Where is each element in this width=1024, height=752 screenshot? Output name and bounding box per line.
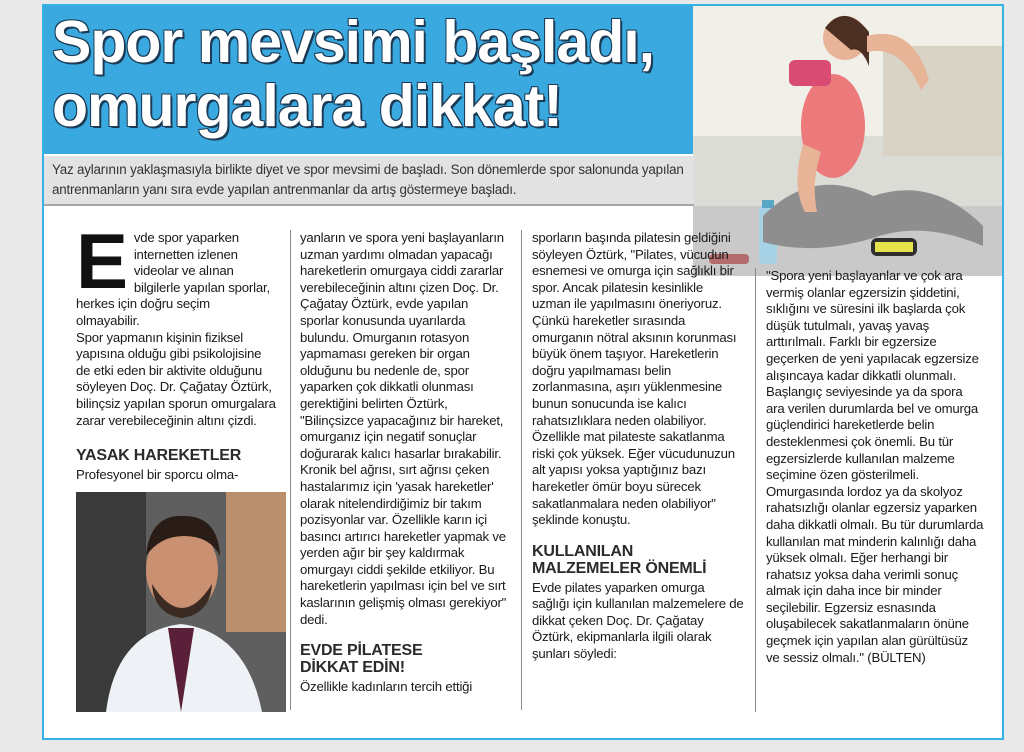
column-3	[532, 230, 744, 663]
lead-paragraph	[76, 217, 276, 330]
headline: Spor mevsimi başladı, omurgalara dikkat!	[52, 9, 655, 139]
subhead-evde-pilatese: EVDE PİLATESE DİKKAT EDİN!	[300, 642, 423, 677]
column-1	[76, 217, 276, 484]
column-divider	[755, 268, 756, 712]
column-1-body: Spor yapmanın kişinin fiziksel yapısına olduğu gibi psikolojisine de etki eden bir aktivite olduğunu söyleyen Doç. Dr. Çağatay Öztürk, bilinçsiz yapılan sporun omurgalara zarar verebileceğinin altını çizdi.	[76, 329, 276, 428]
doctor-portrait-photo	[76, 492, 286, 712]
column-4	[766, 268, 984, 666]
column-2-continuation: Özellikle kadınların tercih ettiği	[300, 679, 473, 695]
lead-text: vde spor yaparken internetten izlenen videolar ve alınan bilgilerle yapılan sporlar, herkes için doğru seçim olmayabilir.	[76, 230, 270, 328]
subhead-kullanilan-malzemeler: KULLANILAN MALZEMELER ÖNEMLİ	[532, 542, 707, 577]
column-2	[300, 230, 510, 696]
deck-text: Yaz aylarının yaklaşmasıyla birlikte diyet ve spor mevsimi de başladı. Son dönemlerde spor salonunda yapılan antrenmanların yanı sıra evde yapılan antrenmanlar da artış göstermeye başladı.	[52, 162, 684, 197]
column-1-continuation: Profesyonel bir sporcu olma-	[76, 467, 239, 483]
column-divider	[290, 230, 291, 710]
column-3-continuation: Evde pilates yaparken omurga sağlığı için kullanılan malzemelere de dikkat çeken Doç. Dr. Çağatay Öztürk, ekipmanlarla ilgili olarak şunları söyledi:	[532, 579, 744, 662]
subhead-yasak-hareketler: YASAK HAREKETLER	[76, 447, 242, 465]
column-2-body: yanların ve spora yeni başlayanların uzman yardımı olmadan yapacağı hareketlerin omurgaya ciddi zararlar verebileceğinin altını çizen Doç. Dr. Çağatay Öztürk, evde yapılan sporlar konusunda uyarılarda bulundu. Omurganın rotasyon yapmaması gereken bir organ olduğunu bu nedenle de, spor yaparken çok dikkatli olunması gerektiğini belirten Öztürk, "Bilinçsizce yapacağınız bir hareket, omurganız için negatif sonuçlar doğurarak kalıcı hasarlar bırakabilir. Kronik bel ağrısı, sırt ağrısı çeken hastalarımız için 'yasak hareketler' olarak nitelendirdiğimiz bir takım pozisyonlar var. Özellikle karın içi basıncı artırıcı hareketler yapmak ve yerden ağır bir şey kaldırmak omurgayı ciddi şekilde etkiliyor. Bu hareketlerin yapılması için bel ve sırt kaslarının gelişmiş olması gerekiyor" dedi.	[300, 230, 507, 627]
column-3-body: sporların başında pilatesin geldiğini söyleyen Öztürk, "Pilates, vücudun esnemesi ve omurga için sağlıklı bir spor. Ancak pilatesin kesinlikle uzman ile yapılmasını öneriyoruz. Çünkü hareketler sırasında omurganın nötral aksının korunması büyük önem taşıyor. Hareketlerin doğru yapılmaması belin zorlanmasına, aşırı yüklenmesine bunun sonucunda ise kalıcı rahatsızlıklara neden olabiliyor. Özellikle mat pilateste sakatlanma riski çok yüksek. Eğer vücudunuzun alt yapısı yoksa yaptığınız bazı hareketler ömür boyu sürecek sakatlanmalara neden olabiliyor" şeklinde konuştu.	[532, 230, 737, 528]
dropcap: E	[76, 217, 128, 305]
deck	[44, 156, 694, 206]
column-divider	[521, 230, 522, 710]
column-4-body: "Spora yeni başlayanlar ve çok ara vermiş olanlar egzersizin şiddetini, sıklığını ve süresini ilk başlarda çok düşük tutulmalı, yavaş yavaş arttırılmalı. Farklı bir egzersize geçerken de yeni yapılacak egzersize alışıncaya kadar dikkatli olunmalı. Başlangıç seviyesinde ya da spora ara verilen durumlarda bel ve omurga güçlendirici hareketlerde belin desteklenmesi çok önemli. Bu tür egzersizlerde kullanılan malzeme seçimine özen gösterilmeli. Omurgasında lordoz ya da skolyoz rahatsızlığı olanlar egzersiz yaparken daha dikkatli olmalı. Bu tür durumlarda kullanılan mat minderin kalınlığı daha yüksek olmalı. Eğer herhangi bir rahatsız yoksa daha verimli sonuç almak için daha ince bir minder seçilebilir. Egzersiz esnasında oluşabilecek sakatlanmaların önüne geçmek için yapılan alan gürültüsüz ve sessiz olmalı." (BÜLTEN)	[766, 268, 984, 665]
